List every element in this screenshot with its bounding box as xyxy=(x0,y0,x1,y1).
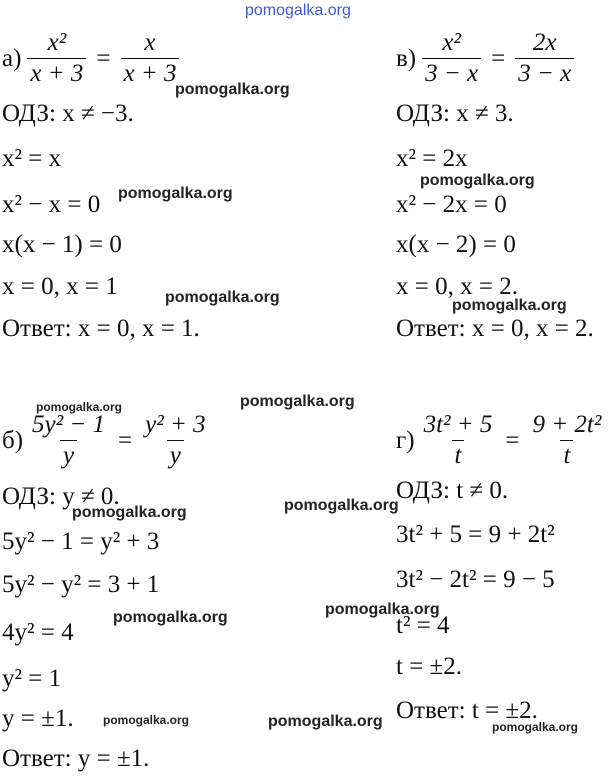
watermark: pomogalka.org xyxy=(284,497,399,514)
denominator: x + 3 xyxy=(121,58,180,89)
denominator: y xyxy=(60,440,77,471)
numerator: x² xyxy=(47,29,67,56)
equation-v xyxy=(396,28,578,89)
numerator: y² + 3 xyxy=(145,411,206,438)
solution-line: x² = x xyxy=(2,145,62,172)
denominator: y xyxy=(167,440,184,471)
watermark-top: pomogalka.org xyxy=(245,2,351,19)
fraction-left xyxy=(422,28,481,89)
solution-line: 5y² − y² = 3 + 1 xyxy=(2,571,160,598)
equation-g xyxy=(396,410,608,471)
denominator: x + 3 xyxy=(27,58,86,89)
solution-line: y² = 1 xyxy=(2,665,62,692)
watermark: pomogalka.org xyxy=(103,713,190,727)
solution-line: x² = 2x xyxy=(396,145,468,172)
problem-label-g: г) xyxy=(396,426,415,454)
numerator: 2x xyxy=(532,29,557,56)
watermark: pomogalka.org xyxy=(175,81,290,98)
solution-line: ОДЗ: y ≠ 0. xyxy=(2,483,120,510)
problem-label-v: в) xyxy=(396,44,417,72)
solution-line: t² = 4 xyxy=(396,612,450,639)
numerator: 3t² + 5 xyxy=(423,411,493,438)
denominator: 3 − x xyxy=(515,58,574,89)
solution-line: 5y² − 1 = y² + 3 xyxy=(2,528,160,555)
watermark: pomogalka.org xyxy=(36,400,123,414)
solution-line: ОДЗ: x ≠ 3. xyxy=(396,100,514,127)
answer-line: Ответ: y = ±1. xyxy=(2,745,150,772)
fraction-right xyxy=(515,28,574,89)
numerator: 9 + 2t² xyxy=(532,411,602,438)
solution-line: 3t² + 5 = 9 + 2t² xyxy=(396,521,555,548)
numerator: x xyxy=(144,29,156,56)
fraction-left xyxy=(421,410,496,471)
problem-label-b: б) xyxy=(2,426,24,454)
fraction-right xyxy=(121,28,180,89)
denominator: t xyxy=(560,440,573,471)
watermark: pomogalka.org xyxy=(118,185,233,202)
answer-line: Ответ: t = ±2. xyxy=(396,697,538,724)
equals-sign: = xyxy=(96,44,111,72)
watermark: pomogalka.org xyxy=(268,713,383,730)
fraction-left xyxy=(27,28,86,89)
watermark: pomogalka.org xyxy=(113,609,228,626)
numerator: 5y² − 1 xyxy=(32,411,106,438)
solution-line: t = ±2. xyxy=(396,653,463,680)
solution-line: ОДЗ: x ≠ −3. xyxy=(2,100,134,127)
problem-label-a: а) xyxy=(2,44,22,72)
answer-line: Ответ: x = 0, x = 2. xyxy=(396,315,594,342)
solution-line: y = ±1. xyxy=(2,705,74,732)
fraction-right xyxy=(530,410,605,471)
watermark: pomogalka.org xyxy=(420,172,535,189)
numerator: x² xyxy=(442,29,461,56)
watermark: pomogalka.org xyxy=(492,720,579,734)
denominator: 3 − x xyxy=(422,58,481,89)
solution-line: x = 0, x = 1 xyxy=(2,273,118,300)
equals-sign: = xyxy=(491,44,506,72)
equals-sign: = xyxy=(505,426,520,454)
solution-line: x = 0, x = 2. xyxy=(396,273,518,300)
equation-a xyxy=(2,28,183,89)
equation-b xyxy=(2,410,213,471)
fraction-right xyxy=(142,410,208,471)
solution-line: 4y² = 4 xyxy=(2,619,74,646)
answer-line: Ответ: x = 0, x = 1. xyxy=(2,315,200,342)
denominator: t xyxy=(452,440,465,471)
solution-line: 3t² − 2t² = 9 − 5 xyxy=(396,566,555,593)
solution-line: x² − x = 0 xyxy=(2,191,101,218)
equals-sign: = xyxy=(118,426,133,454)
solution-line: x(x − 2) = 0 xyxy=(396,231,516,258)
watermark: pomogalka.org xyxy=(452,297,567,314)
solution-line: x(x − 1) = 0 xyxy=(2,231,122,258)
watermark: pomogalka.org xyxy=(325,601,440,618)
watermark: pomogalka.org xyxy=(72,504,187,521)
watermark: pomogalka.org xyxy=(165,289,280,306)
solution-line: ОДЗ: t ≠ 0. xyxy=(396,477,509,504)
watermark: pomogalka.org xyxy=(240,393,355,410)
fraction-left xyxy=(29,410,108,471)
solution-line: x² − 2x = 0 xyxy=(396,191,507,218)
